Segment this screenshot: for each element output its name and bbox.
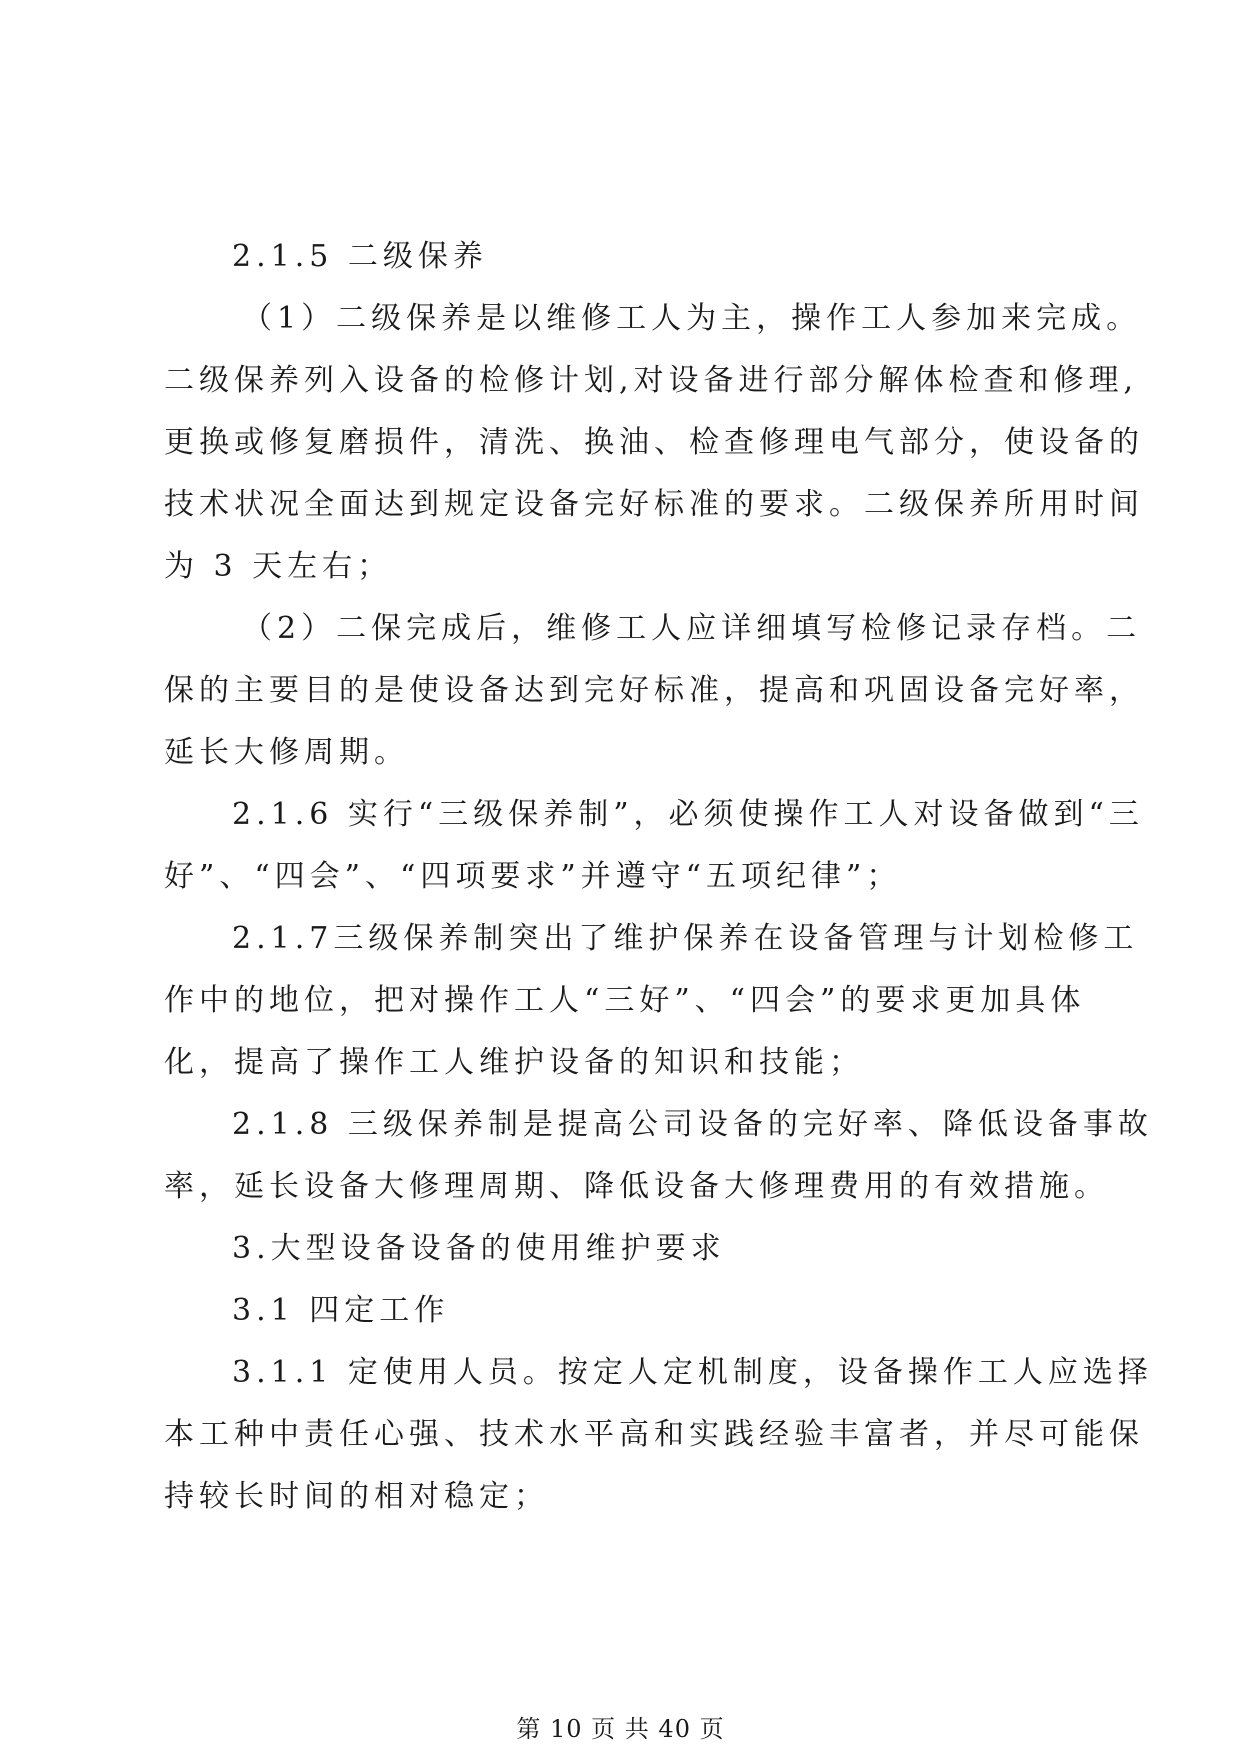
text-line: 更换或修复磨损件，清洗、换油、检查修理电气部分，使设备的: [164, 425, 1144, 460]
section-heading-3: [164, 1218, 1124, 1280]
paragraph-2-1-7: [164, 908, 1139, 1094]
text-line: 本工种中责任心强、技术水平高和实践经验丰富者，并尽可能保: [164, 1417, 1144, 1452]
text-line: 化，提高了操作工人维护设备的知识和技能；: [164, 1045, 864, 1080]
text-line: 延长大修周期。: [164, 735, 409, 770]
text-line: 为 3 天左右；: [164, 549, 393, 584]
text-line: 好”、“四会”、“四项要求”并遵守“五项纪律”；: [164, 859, 902, 894]
text-line: 率，延长设备大修理周期、降低设备大修理费用的有效措施。: [164, 1169, 1109, 1204]
text-line: 技术状况全面达到规定设备完好标准的要求。二级保养所用时间: [164, 487, 1144, 522]
document-body: [164, 226, 1153, 1528]
text-line: （1）二级保养是以维修工人为主，操作工人参加来完成。: [242, 301, 1142, 336]
paragraph-2-1-6: [164, 784, 1144, 908]
text-line: 持较长时间的相对稳定；: [164, 1479, 549, 1514]
paragraph-2-1-8: [164, 1094, 1153, 1218]
paragraph-heading-2-1-5: [164, 226, 1124, 288]
page-number-footer: 第 10 页 共 40 页: [516, 1715, 725, 1743]
text-line: 3.大型设备设备的使用维护要求: [232, 1231, 726, 1266]
paragraph-2-1-5-item-2: [164, 598, 1144, 784]
text-line: 2.1.8 三级保养制是提高公司设备的完好率、降低设备事故: [232, 1107, 1153, 1142]
text-line: 3.1 四定工作: [232, 1293, 450, 1328]
text-line: 3.1.1 定使用人员。按定人定机制度，设备操作工人应选择: [232, 1355, 1153, 1390]
section-heading-3-1: [164, 1280, 1124, 1342]
text-line: 2.1.6 实行“三级保养制”，必须使操作工人对设备做到“三: [232, 797, 1144, 832]
paragraph-2-1-5-item-1: [164, 288, 1144, 598]
text-line: 2.1.7三级保养制突出了维护保养在设备管理与计划检修工: [232, 921, 1139, 956]
text-line: 二级保养列入设备的检修计划,对设备进行部分解体检查和修理,: [164, 363, 1139, 398]
text-line: 保的主要目的是使设备达到完好标准，提高和巩固设备完好率，: [164, 673, 1144, 708]
paragraph-3-1-1: [164, 1342, 1153, 1528]
text-line: （2）二保完成后，维修工人应详细填写检修记录存档。二: [242, 611, 1142, 646]
text-line: 2.1.5 二级保养: [232, 239, 488, 274]
text-line: 作中的地位，把对操作工人“三好”、“四会”的要求更加具体: [164, 983, 1086, 1018]
